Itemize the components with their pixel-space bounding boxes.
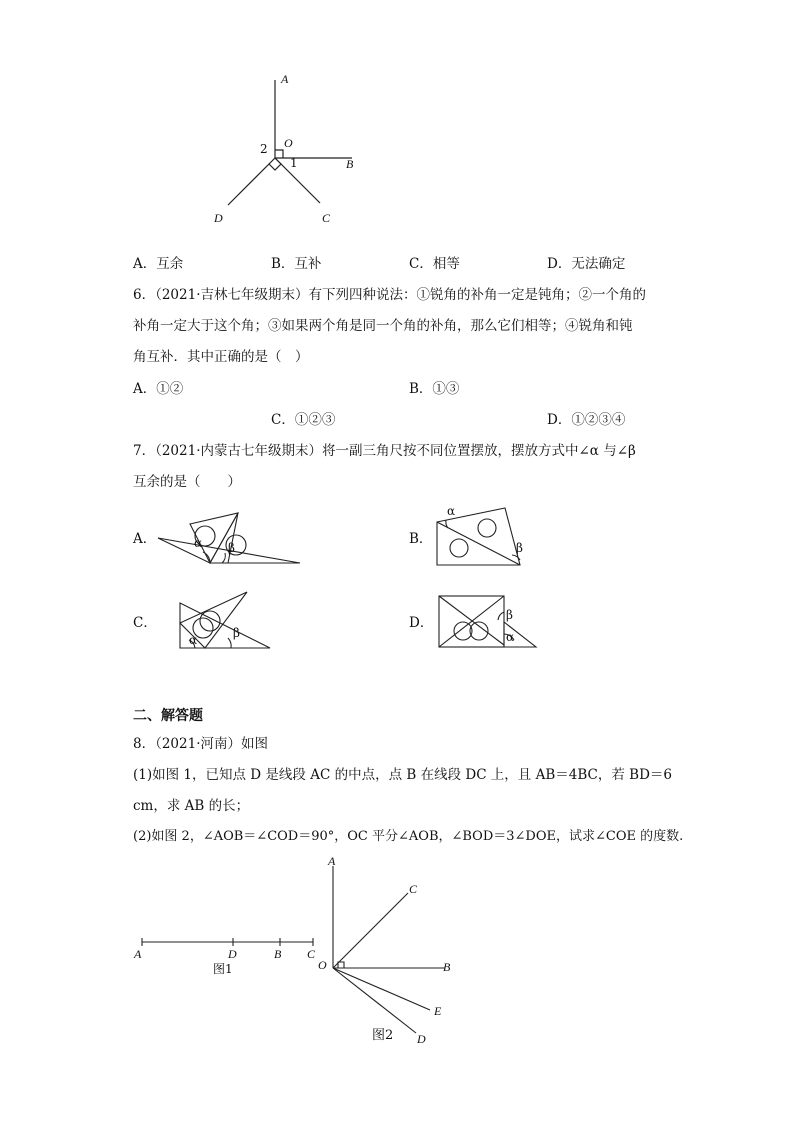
q5-option-c: C．相等 bbox=[409, 256, 460, 272]
q7-c-beta: β bbox=[233, 626, 240, 640]
fig2-label-c: C bbox=[409, 882, 418, 896]
q6-option-d: D．①②③④ bbox=[547, 412, 626, 428]
q5-option-a: A．互余 bbox=[133, 256, 184, 272]
fig5-angle-2: 2 bbox=[260, 142, 268, 156]
fig1-label-a: A bbox=[134, 947, 142, 961]
q8-line-2: (1)如图 1，已知点 D 是线段 AC 的中点，点 B 在线段 DC 上，且 AB＝4BC，若 BD＝6 bbox=[133, 767, 672, 783]
q7-a-alpha: α bbox=[194, 536, 203, 550]
fig1-label-b: B bbox=[274, 947, 282, 961]
q7-line-2: 互余的是（ ） bbox=[133, 474, 241, 490]
fig5-label-o: O bbox=[284, 136, 293, 150]
q7-option-c-label: C． bbox=[133, 615, 157, 631]
fig5-label-c: C bbox=[322, 211, 331, 225]
q7-option-a-label: A． bbox=[133, 531, 157, 547]
fig2-caption: 图2 bbox=[372, 1028, 394, 1043]
fig1-caption: 图1 bbox=[213, 962, 233, 976]
fig1-label-c: C bbox=[307, 947, 316, 961]
fig2-label-b: B bbox=[443, 960, 451, 974]
q5-option-d: D．无法确定 bbox=[547, 256, 626, 272]
q6-option-a: A．①② bbox=[133, 381, 184, 397]
q7-option-b-label: B． bbox=[409, 531, 433, 547]
q6-line-2: 补角一定大于这个角；③如果两个角是同一个角的补角，那么它们相等；④锐角和钝 bbox=[133, 318, 633, 334]
q7-a-beta: β bbox=[228, 541, 235, 555]
q6-line-3: 角互补．其中正确的是（ ） bbox=[133, 349, 309, 365]
section-title: 二、解答题 bbox=[133, 708, 203, 724]
fig2-label-a: A bbox=[328, 854, 336, 868]
q8-line-3: cm，求 AB 的长； bbox=[133, 798, 250, 814]
q6-line-1: 6．（2021·吉林七年级期末）有下列四种说法：①锐角的补角一定是钝角；②一个角的 bbox=[133, 287, 646, 303]
q8-line-4: (2)如图 2，∠AOB＝∠COD＝90°，OC 平分∠AOB，∠BOD＝3∠DOE，试求∠COE 的度数. bbox=[133, 829, 684, 844]
fig5-angle-1: 1 bbox=[290, 156, 298, 170]
fig5-label-a: A bbox=[281, 72, 289, 86]
fig2-label-d: D bbox=[417, 1032, 426, 1046]
fig5-label-b: B bbox=[346, 157, 354, 171]
q7-option-d-label: D． bbox=[409, 615, 434, 631]
q7-c-alpha: α bbox=[189, 633, 198, 647]
q6-option-b: B．①③ bbox=[409, 381, 460, 397]
q5-option-b: B．互补 bbox=[271, 256, 322, 272]
fig2-label-e: E bbox=[434, 1004, 442, 1018]
fig5-label-d: D bbox=[214, 211, 223, 225]
q8-line-1: 8．（2021·河南）如图 bbox=[133, 736, 268, 752]
fig2-label-o: O bbox=[318, 958, 327, 972]
q7-line-1: 7．（2021·内蒙古七年级期末）将一副三角尺按不同位置摆放，摆放方式中∠α 与∠β bbox=[133, 443, 636, 459]
fig1-label-d: D bbox=[228, 947, 237, 961]
q7-b-beta: β bbox=[516, 541, 523, 555]
q7-b-alpha: α bbox=[447, 504, 456, 518]
q6-option-c: C．①②③ bbox=[271, 412, 336, 428]
q7-d-beta: β bbox=[506, 608, 513, 622]
q7-d-alpha: α bbox=[506, 630, 515, 644]
